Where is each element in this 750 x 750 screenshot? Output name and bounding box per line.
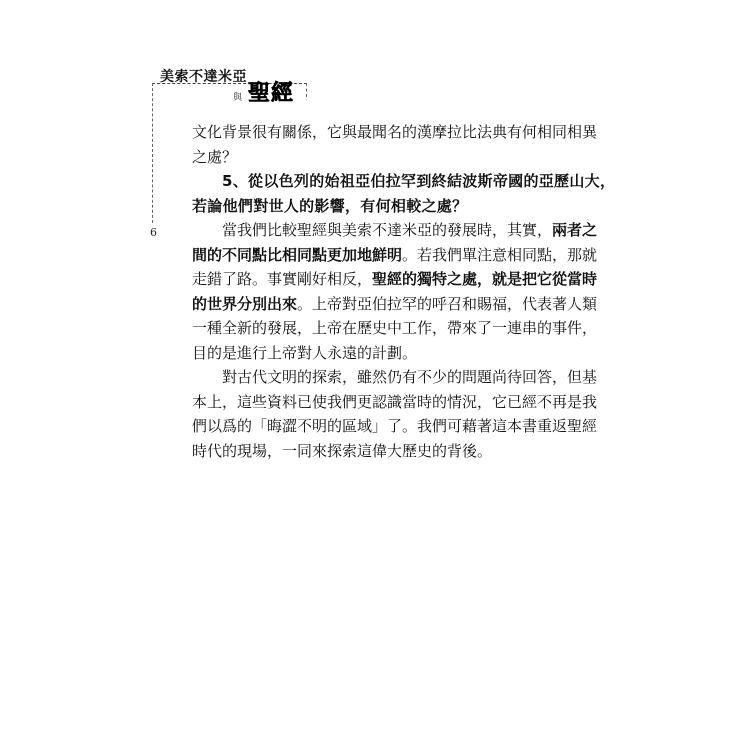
question-heading-line: 5、從以色列的始祖亞伯拉罕到終結波斯帝國的亞歷山大， (222, 172, 616, 190)
header-dashed-tick (306, 83, 308, 97)
running-title: 美索不達米亞 (160, 69, 247, 85)
emphasis-span: 兩者之 (552, 221, 598, 239)
running-subtitle-logo: 聖經 (248, 81, 295, 106)
text-line: 之處？ (192, 147, 238, 166)
header-dashed-margin-line (152, 83, 154, 223)
emphasis-span: 的世界分別出來 (192, 294, 298, 313)
text-line: 文化背景很有關係，它與最聞名的漢摩拉比法典有何相同相異 (192, 123, 598, 141)
text-line (192, 243, 598, 268)
text-line: 時代的現場，一同來探索這偉大歷史的背後。 (192, 441, 493, 460)
text-line (192, 218, 598, 243)
body-text (192, 120, 616, 463)
question-heading-line: 若論他們對世人的影響，有何相較之處？ (192, 196, 468, 215)
text-span: 走錯了路。事實剛好相反， (192, 270, 373, 288)
emphasis-span: 聖經的獨特之處，就是把它從當時 (372, 270, 598, 288)
text-line (192, 267, 598, 292)
emphasis-span: 間的不同點比相同點更加地鮮明 (192, 245, 403, 264)
text-line (192, 292, 598, 317)
text-line: 一種全新的發展，上帝在歷史中工作，帶來了一連串的事件， (192, 319, 598, 337)
text-line: 們以爲的「晦澀不明的區域」了。我們可藉著這本書重返聖經 (192, 417, 598, 435)
running-subtitle-prefix: 與 (233, 93, 243, 103)
page-number: 6 (150, 226, 157, 239)
text-line: 對古代文明的探索，雖然仍有不少的問題尚待回答，但基 (222, 368, 598, 386)
text-span: 。上帝對亞伯拉罕的呼召和賜福，代表著人類 (297, 294, 598, 313)
text-span: 。若我們單注意相同點，那就 (402, 245, 598, 264)
text-line: 目的是進行上帝對人永遠的計劃。 (192, 343, 418, 362)
text-span: 當我們比較聖經與美索不達米亞的發展時，其實， (222, 221, 553, 239)
text-line: 本上，這些資料已使我們更認識當時的情況，它已經不再是我 (192, 392, 598, 411)
